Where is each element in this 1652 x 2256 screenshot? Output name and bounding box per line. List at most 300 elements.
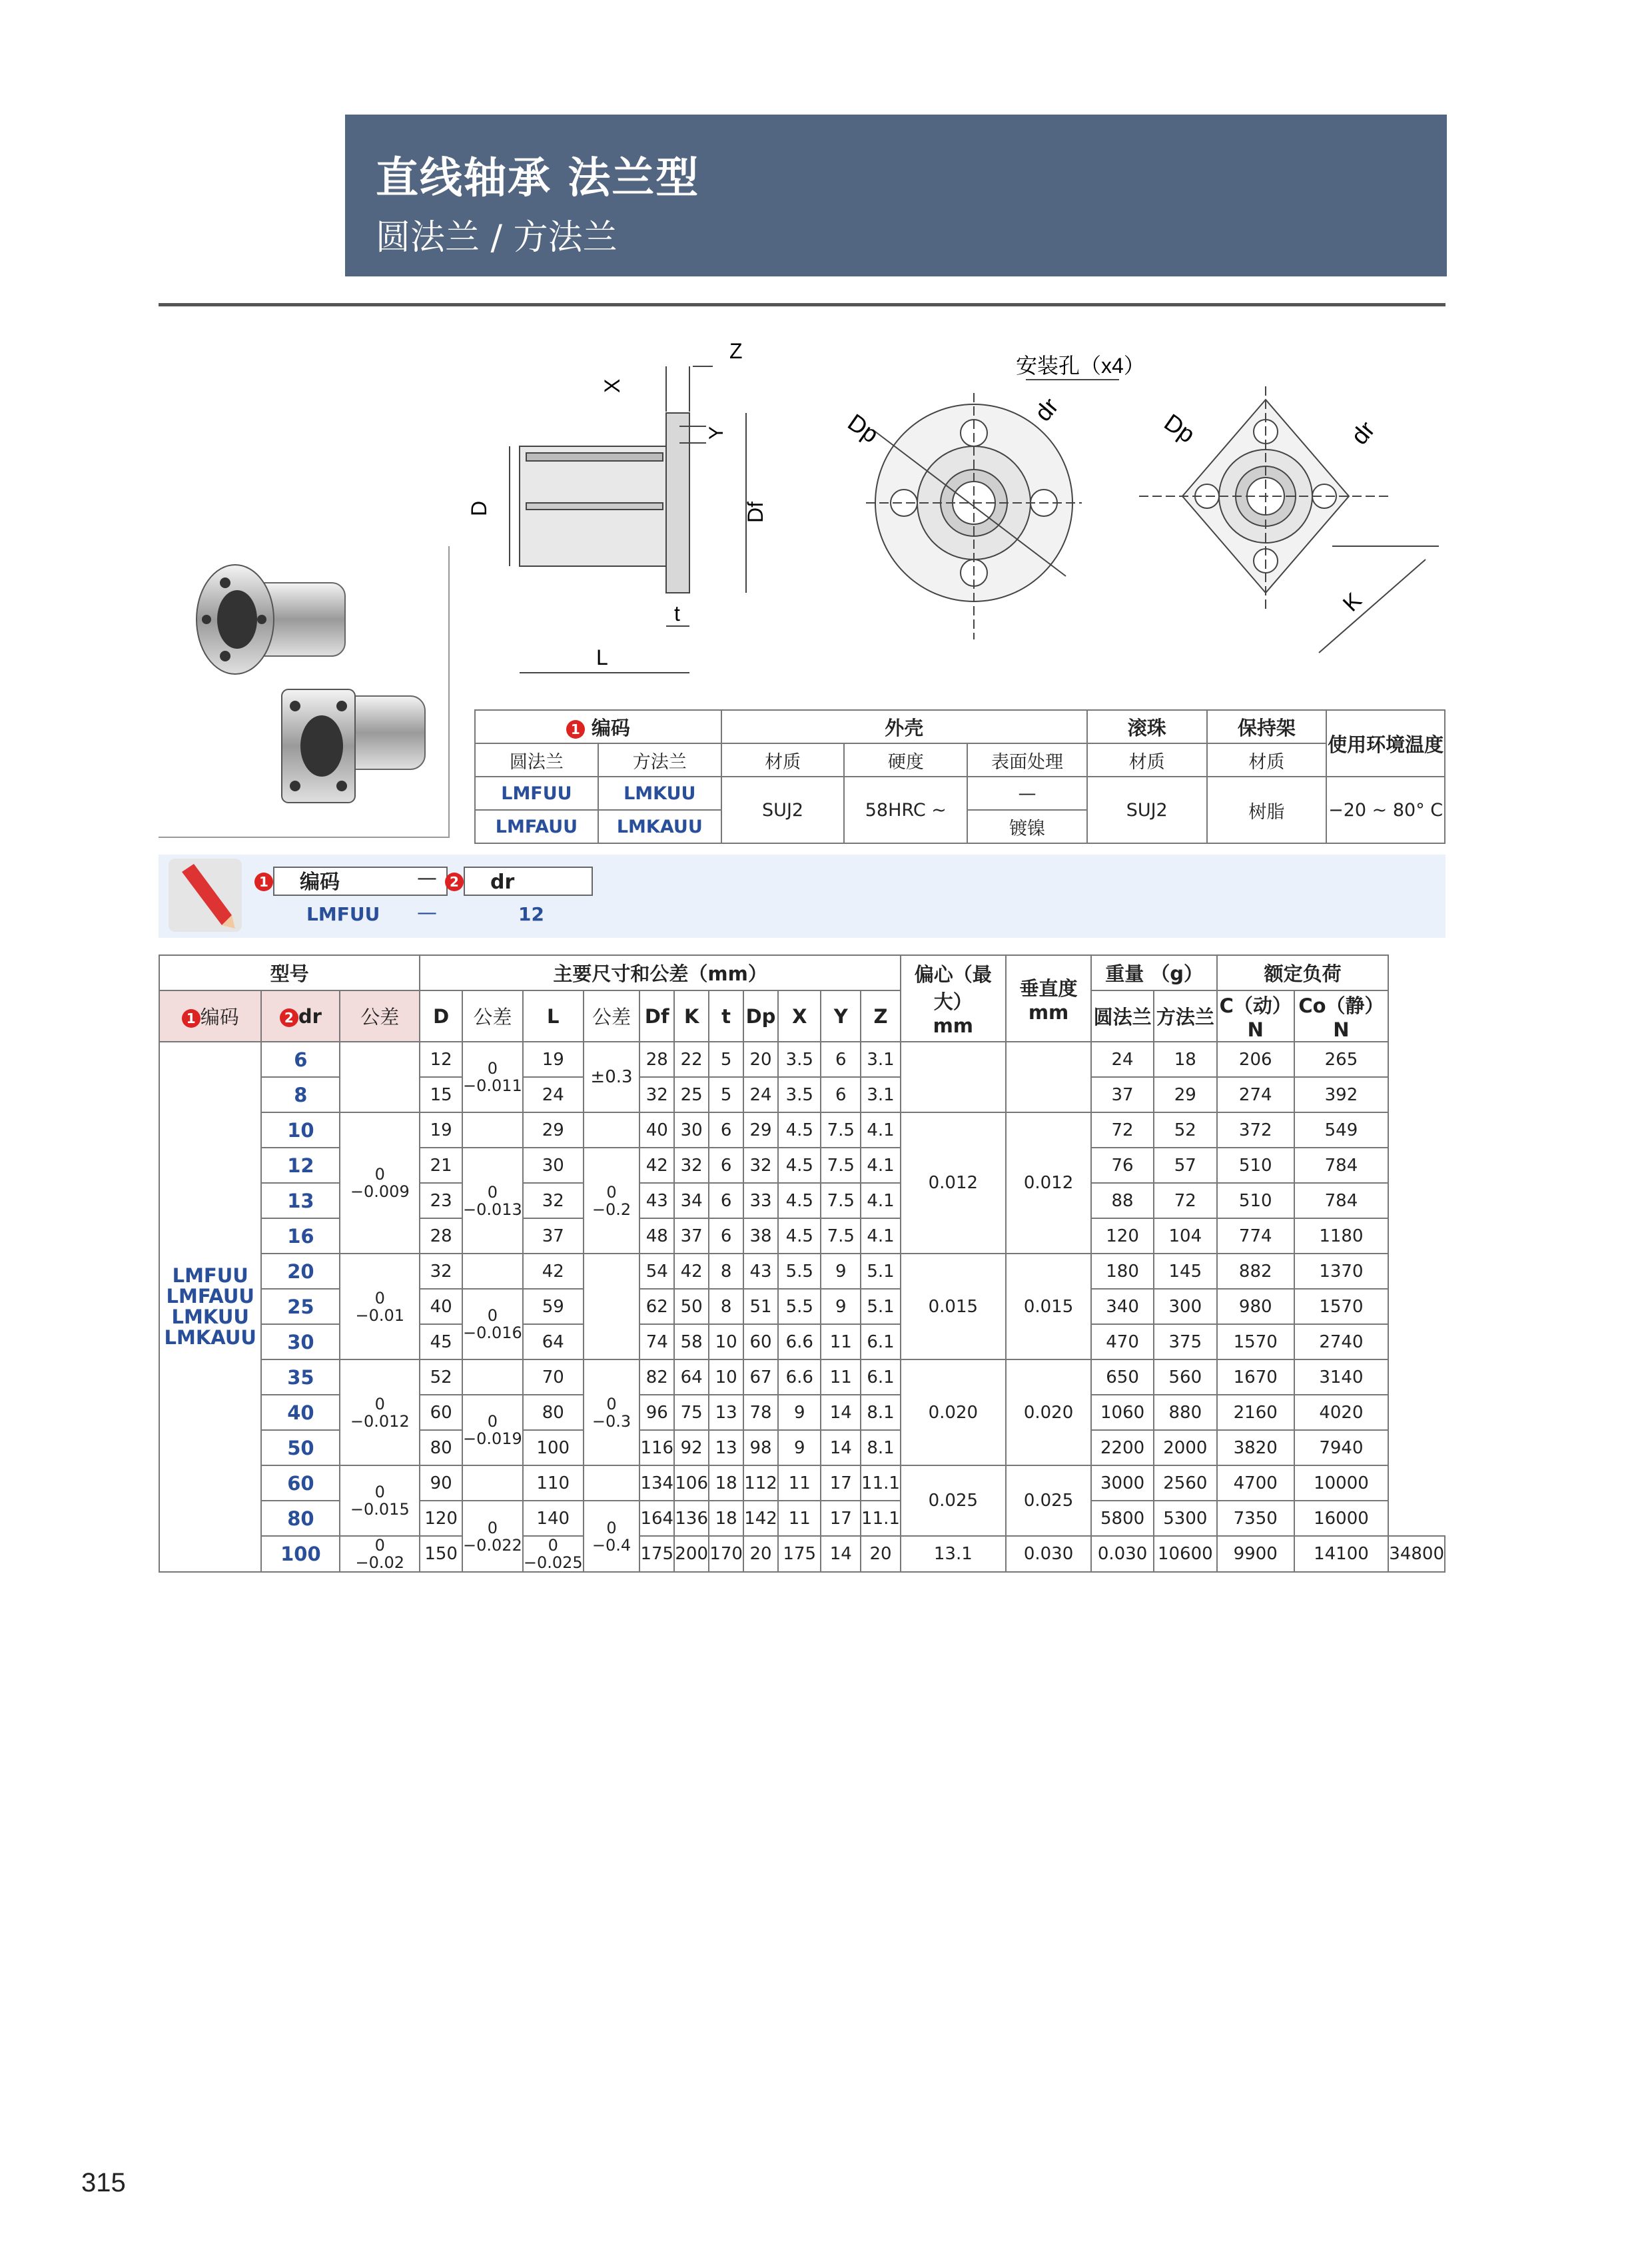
cell-tol-dr: 0 −0.012 [340,1359,420,1465]
cell-c-dyn: 372 [1217,1112,1294,1148]
cell-weight-round: 88 [1091,1183,1153,1218]
spec-header-cage-material: 材质 [1207,743,1327,777]
cell-X: 4.5 [778,1218,821,1254]
cell-weight-square: 2000 [1154,1430,1217,1465]
cell-dr: 50 [261,1430,340,1465]
cell-c-stat: 4020 [1294,1395,1389,1430]
cell-Z: 4.1 [861,1218,901,1254]
cell-t: 18 [709,1501,743,1536]
cell-Z: 8.1 [861,1395,901,1430]
spec-header-code: 1 编码 [475,710,721,743]
cell-tol-D: 0 −0.019 [462,1395,523,1465]
cell-weight-round: 470 [1091,1324,1153,1359]
cell-c-dyn: 774 [1217,1218,1294,1254]
table-row [159,1465,1445,1501]
cell-c-dyn: 3820 [1217,1430,1294,1465]
cell-weight-square: 375 [1154,1324,1217,1359]
dim-x-label: X [600,378,624,393]
cell-weight-round: 37 [1091,1077,1153,1112]
cell-t: 10 [709,1359,743,1395]
cell-t: 5 [709,1077,743,1112]
dim-y-label: Y [705,426,727,440]
cell-weight-square: 52 [1154,1112,1217,1148]
dim-z-label: Z [729,339,743,363]
cell-K: 30 [674,1112,709,1148]
cell-weight-square: 72 [1154,1183,1217,1218]
spec-material: SUJ2 [721,777,845,843]
cell-Z: 3.1 [861,1042,901,1077]
title-banner [345,115,1447,276]
cell-weight-square: 29 [1154,1077,1217,1112]
table-row [159,1042,1445,1077]
cell-dr: 80 [261,1501,340,1536]
cell-c-dyn: 206 [1217,1042,1294,1077]
page-subtitle: 圆法兰 / 方法兰 [376,218,618,258]
cell-L: 175 [639,1536,674,1572]
cell-K: 64 [674,1359,709,1395]
cell-Df: 42 [639,1148,674,1183]
cell-c-dyn: 274 [1217,1077,1294,1112]
th-t: t [709,990,743,1042]
cell-c-dyn: 1570 [1217,1324,1294,1359]
cell-D: 12 [420,1042,462,1077]
cell-X: 3.5 [778,1042,821,1077]
square-flange-bearing-image [282,689,425,803]
cell-L: 24 [523,1077,584,1112]
cell-perp: 0.020 [1006,1359,1092,1465]
cell-c-dyn: 510 [1217,1183,1294,1218]
cell-dr: 8 [261,1077,340,1112]
cell-Y: 14 [821,1395,861,1430]
cell-c-dyn: 882 [1217,1254,1294,1289]
th-Z: Z [861,990,901,1042]
cell-c-dyn: 980 [1217,1289,1294,1324]
cell-t: 6 [709,1183,743,1218]
cell-dr: 100 [261,1536,340,1572]
cell-dr: 16 [261,1218,340,1254]
cell-t: 13 [709,1430,743,1465]
cell-Y: 7.5 [821,1148,861,1183]
order-code-value: LMFUU [306,903,380,925]
dim-t-label: t [674,601,680,625]
cell-Df: 28 [639,1042,674,1077]
dim-l-label: L [596,645,608,669]
dr-label-square: dr [1345,416,1380,450]
cell-X: 14 [821,1536,861,1572]
cell-tol-L [584,1112,640,1148]
cell-Y: 9 [821,1289,861,1324]
cell-c-dyn: 7350 [1217,1501,1294,1536]
cell-perp: 0.030 [1091,1536,1153,1572]
th-perp: 垂直度 mm [1006,955,1092,1042]
cell-K: 136 [674,1501,709,1536]
header-divider [159,303,1446,306]
cell-c-stat: 784 [1294,1183,1389,1218]
cell-D: 28 [420,1218,462,1254]
spec-surface-plain: — [967,777,1087,810]
cell-c-stat: 392 [1294,1077,1389,1112]
cell-dr: 20 [261,1254,340,1289]
spec-hardness: 58HRC ~ [844,777,967,843]
cell-X: 5.5 [778,1254,821,1289]
cell-L: 64 [523,1324,584,1359]
cell-X: 4.5 [778,1183,821,1218]
cell-perp: 0.025 [1006,1465,1092,1536]
cell-c-stat: 7940 [1294,1430,1389,1465]
pencil-icon [169,859,242,932]
cell-K: 106 [674,1465,709,1501]
cell-c-dyn: 1670 [1217,1359,1294,1395]
cell-Z: 3.1 [861,1077,901,1112]
cell-dr: 6 [261,1042,340,1077]
cell-L: 19 [523,1042,584,1077]
cell-c-dyn: 4700 [1217,1465,1294,1501]
cell-Dp: 38 [743,1218,778,1254]
cell-L: 70 [523,1359,584,1395]
cell-D: 19 [420,1112,462,1148]
cell-L: 29 [523,1112,584,1148]
page-number: 315 [81,2168,126,2197]
cell-Dp: 32 [743,1148,778,1183]
th-model: 型号 [159,955,420,990]
cell-Y: 17 [821,1465,861,1501]
cell-t: 20 [743,1536,778,1572]
th-tol-dr: 公差 [340,990,420,1042]
cell-c-stat: 3140 [1294,1359,1389,1395]
dp-label: Dp [843,408,884,448]
cell-weight-square: 5300 [1154,1501,1217,1536]
cell-D: 40 [420,1289,462,1324]
th-Dp: Dp [743,990,778,1042]
cell-K: 170 [709,1536,743,1572]
cell-tol-D: 0 −0.011 [462,1042,523,1112]
cell-D: 45 [420,1324,462,1359]
cell-tol-L: 0 −0.4 [584,1501,640,1572]
cell-ecc: 0.012 [901,1112,1006,1254]
cell-Dp: 43 [743,1254,778,1289]
cell-X: 4.5 [778,1148,821,1183]
cell-K: 50 [674,1289,709,1324]
cell-Z: 8.1 [861,1430,901,1465]
cell-tol-dr: 0 −0.01 [340,1254,420,1359]
spec-header-ball-material: 材质 [1087,743,1207,777]
cell-weight-square: 18 [1154,1042,1217,1077]
spec-header-material: 材质 [721,743,845,777]
cell-tol-D: 0 −0.022 [462,1501,523,1572]
cell-Z: 6.1 [861,1359,901,1395]
table-row [159,1536,1445,1572]
cell-c-stat: 34800 [1388,1536,1445,1572]
cell-tol-L [584,1465,640,1501]
cell-Dp: 20 [743,1042,778,1077]
side-view-drawing [466,340,813,686]
cell-Df: 134 [639,1465,674,1501]
cell-Df: 74 [639,1324,674,1359]
cell-tol-L: 0 −0.3 [584,1359,640,1465]
spec-header-round: 圆法兰 [475,743,598,777]
cell-Y: 11 [821,1359,861,1395]
cell-weight-square: 145 [1154,1254,1217,1289]
cell-t: 18 [709,1465,743,1501]
cell-c-dyn: 510 [1217,1148,1294,1183]
cell-Df: 43 [639,1183,674,1218]
cell-X: 11 [778,1465,821,1501]
cell-Y: 9 [821,1254,861,1289]
th-load: 额定负荷 [1217,955,1388,990]
cell-weight-square: 560 [1154,1359,1217,1395]
cell-weight-round: 72 [1091,1112,1153,1148]
cell-t: 6 [709,1218,743,1254]
cell-weight-square: 300 [1154,1289,1217,1324]
cell-D: 80 [420,1430,462,1465]
cell-tol-D: 0 −0.025 [523,1536,583,1572]
cell-perp: 0.012 [1006,1112,1092,1254]
spec-code-lmfuu: LMFUU [475,777,598,810]
th-w-round: 圆法兰 [1091,990,1153,1042]
cell-dr: 40 [261,1395,340,1430]
cell-ecc [901,1042,1006,1112]
th-code: 1 编码 [159,990,261,1042]
cell-Df: 164 [639,1501,674,1536]
th-dims: 主要尺寸和公差（mm） [420,955,901,990]
cell-X: 4.5 [778,1112,821,1148]
cell-weight-round: 650 [1091,1359,1153,1395]
th-ecc: 偏心（最大） mm [901,955,1006,1042]
order-dr-value: 12 [518,903,544,925]
cell-Z: 4.1 [861,1112,901,1148]
cell-tol-L: ±0.3 [584,1042,640,1112]
cell-D: 21 [420,1148,462,1183]
cell-Z: 6.1 [861,1324,901,1359]
cell-K: 34 [674,1183,709,1218]
spec-ball-material: SUJ2 [1087,777,1207,843]
cell-weight-square: 9900 [1217,1536,1294,1572]
cell-D: 150 [420,1536,462,1572]
th-D: D [420,990,462,1042]
cell-D: 15 [420,1077,462,1112]
spec-header-temp: 使用环境温度 [1326,710,1445,777]
cell-Y: 6 [821,1042,861,1077]
cell-dr: 25 [261,1289,340,1324]
th-L: L [523,990,584,1042]
cell-weight-round: 10600 [1154,1536,1217,1572]
cell-dr: 35 [261,1359,340,1395]
th-tol-L: 公差 [584,990,640,1042]
cell-Dp: 51 [743,1289,778,1324]
cell-Dp: 24 [743,1077,778,1112]
cell-weight-square: 2560 [1154,1465,1217,1501]
cell-c-stat: 1570 [1294,1289,1389,1324]
cell-Y: 7.5 [821,1218,861,1254]
spec-header-ball: 滚珠 [1087,710,1207,743]
cell-t: 13 [709,1395,743,1430]
cell-L: 42 [523,1254,584,1289]
th-Y: Y [821,990,861,1042]
cell-c-stat: 2740 [1294,1324,1389,1359]
cell-K: 22 [674,1042,709,1077]
cell-t: 8 [709,1254,743,1289]
cell-D: 60 [420,1395,462,1430]
cell-Z: 11.1 [861,1465,901,1501]
cell-Dp: 67 [743,1359,778,1395]
model-codes: LMFUU LMFAUU LMKUU LMKAUU [159,1042,261,1572]
cell-dr: 30 [261,1324,340,1359]
cell-tol-D: 0 −0.013 [462,1148,523,1254]
cell-weight-round: 180 [1091,1254,1153,1289]
spec-code-lmkuu: LMKUU [598,777,721,810]
cell-tol-dr: 0 −0.02 [340,1536,420,1572]
cell-c-stat: 549 [1294,1112,1389,1148]
round-flange-front-drawing [826,340,1145,673]
cell-Df: 96 [639,1395,674,1430]
cell-weight-round: 120 [1091,1218,1153,1254]
table-row [159,1254,1445,1289]
cell-tol-D: 0 −0.016 [462,1289,523,1359]
cell-c-stat: 16000 [1294,1501,1389,1536]
cell-Dp: 29 [743,1112,778,1148]
cell-Df: 116 [639,1430,674,1465]
cell-Df: 48 [639,1218,674,1254]
cell-dr: 12 [261,1148,340,1183]
cell-X: 5.5 [778,1289,821,1324]
cell-K: 58 [674,1324,709,1359]
th-c-dyn: C（动）N [1217,990,1294,1042]
cell-tol-dr: 0 −0.015 [340,1465,420,1536]
cell-L: 140 [523,1501,584,1536]
spec-header-cage: 保持架 [1207,710,1327,743]
cell-L: 80 [523,1395,584,1430]
cell-D: 90 [420,1465,462,1501]
cell-weight-round: 2200 [1091,1430,1153,1465]
cell-tol-D [462,1359,523,1395]
cell-L: 110 [523,1465,584,1501]
cell-dr: 60 [261,1465,340,1501]
cell-weight-round: 24 [1091,1042,1153,1077]
cell-c-stat: 1180 [1294,1218,1389,1254]
cell-D: 52 [420,1359,462,1395]
cell-Df: 82 [639,1359,674,1395]
cell-X: 9 [778,1430,821,1465]
cell-Df: 40 [639,1112,674,1148]
cell-Z: 4.1 [861,1148,901,1183]
cell-X: 6.6 [778,1324,821,1359]
cell-L: 32 [523,1183,584,1218]
cell-weight-round: 76 [1091,1148,1153,1183]
cell-weight-round: 3000 [1091,1465,1153,1501]
cell-Df: 54 [639,1254,674,1289]
table-row [159,1112,1445,1148]
th-tol-D: 公差 [462,990,523,1042]
cell-D: 23 [420,1183,462,1218]
table-row [159,1359,1445,1395]
dr-label: dr [1029,392,1064,427]
cell-tol-D [462,1465,523,1501]
cell-Y: 7.5 [821,1183,861,1218]
cell-ecc: 0.015 [901,1254,1006,1359]
cell-t: 10 [709,1324,743,1359]
spec-header-hardness: 硬度 [844,743,967,777]
cell-weight-square: 880 [1154,1395,1217,1430]
cell-Z: 13.1 [901,1536,1006,1572]
spec-header-shell: 外壳 [721,710,1087,743]
cell-c-stat: 10000 [1294,1465,1389,1501]
order-dr-box: 2 dr [464,867,593,896]
cell-Dp: 60 [743,1324,778,1359]
spec-header-surface: 表面处理 [967,743,1087,777]
cell-Y: 6 [821,1077,861,1112]
cell-weight-round: 1060 [1091,1395,1153,1430]
cell-Z: 4.1 [861,1183,901,1218]
product-photo [159,546,450,838]
dim-d-label: D [467,500,491,516]
cell-c-dyn: 14100 [1294,1536,1389,1572]
cell-K: 25 [674,1077,709,1112]
cell-Y: 7.5 [821,1112,861,1148]
cell-weight-square: 57 [1154,1148,1217,1183]
th-X: X [778,990,821,1042]
dim-df-label: Df [743,502,767,523]
square-flange-front-drawing [1126,346,1446,673]
cell-Y: 11 [821,1324,861,1359]
cell-tol-L [584,1254,640,1359]
cell-weight-round: 340 [1091,1289,1153,1324]
cell-c-stat: 784 [1294,1148,1389,1183]
cell-K: 42 [674,1254,709,1289]
cell-Df: 200 [674,1536,709,1572]
cell-dr: 10 [261,1112,340,1148]
cell-weight-round: 5800 [1091,1501,1153,1536]
th-K: K [674,990,709,1042]
cell-tol-D [462,1112,523,1148]
material-spec-table [474,709,1446,844]
cell-perp [1006,1042,1092,1112]
spec-temp: −20 ~ 80° C [1326,777,1445,843]
spec-cage-material: 树脂 [1207,777,1327,843]
cell-tol-D [462,1254,523,1289]
cell-Z: 11.1 [861,1501,901,1536]
cell-X: 6.6 [778,1359,821,1395]
cell-Df: 32 [639,1077,674,1112]
cell-t: 8 [709,1289,743,1324]
cell-X: 3.5 [778,1077,821,1112]
dimension-table [159,954,1446,1573]
cell-Dp: 112 [743,1465,778,1501]
cell-perp: 0.015 [1006,1254,1092,1359]
cell-L: 100 [523,1430,584,1465]
mount-holes-label: 安装孔（x4） [1016,354,1145,378]
dp-label-square: Dp [1159,408,1200,448]
spec-code-lmkauu: LMKAUU [598,810,721,843]
cell-L: 59 [523,1289,584,1324]
cell-D: 32 [420,1254,462,1289]
th-weight: 重量 （g） [1091,955,1217,990]
cell-Dp: 33 [743,1183,778,1218]
cell-Y: 20 [861,1536,901,1572]
cell-Z: 5.1 [861,1254,901,1289]
spec-code-lmfauu: LMFAUU [475,810,598,843]
cell-tol-dr: 0 −0.009 [340,1112,420,1254]
cell-dr: 13 [261,1183,340,1218]
th-Df: Df [639,990,674,1042]
page-title: 直线轴承 法兰型 [376,154,700,203]
cell-ecc: 0.030 [1006,1536,1092,1572]
cell-t: 5 [709,1042,743,1077]
cell-ecc: 0.025 [901,1465,1006,1536]
order-dash-2: — [417,901,437,925]
cell-t: 6 [709,1148,743,1183]
order-code-box: 1 编码 [273,867,448,896]
th-c-stat: Co（静）N [1294,990,1389,1042]
